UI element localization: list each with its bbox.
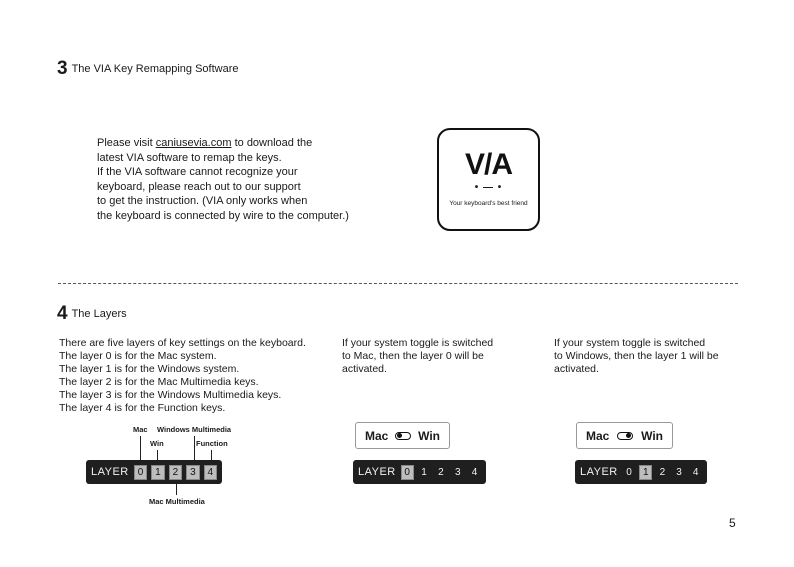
layer-indicator-mac (353, 460, 486, 484)
paragraph-line: keyboard, please reach out to our support (97, 180, 301, 193)
paragraph-line: latest VIA software to remap the keys. (97, 151, 282, 164)
paragraph-line: If the VIA software cannot recognize your (97, 166, 298, 178)
page-number: 5 (729, 516, 736, 530)
toggle-switch-icon (617, 432, 633, 440)
toggle-switch-icon (395, 432, 411, 440)
annotation-windows-multimedia: Windows Multimedia (157, 425, 232, 434)
via-logo-mark: V/A (464, 148, 512, 181)
caniusevia-link[interactable]: caniusevia.com (155, 137, 232, 149)
toggle-mac-label: Mac (365, 428, 389, 443)
system-toggle-windows (576, 422, 673, 449)
layer-key-4: 4 (471, 466, 478, 478)
layer-key-2: 2 (170, 466, 181, 479)
paragraph-line: the keyboard is connected by wire to the computer.) (97, 209, 349, 222)
layer-key-3: 3 (676, 466, 682, 478)
layer-label: LAYER (358, 466, 396, 478)
section-divider (58, 283, 738, 284)
layer-indicator-all (86, 460, 222, 484)
via-logo-dots: • — • (474, 182, 503, 193)
via-logo (437, 128, 540, 231)
layer-key-4: 4 (205, 466, 216, 479)
layer-key-0: 0 (626, 466, 632, 478)
pointer-line (176, 484, 177, 495)
layer-key-2: 2 (659, 466, 666, 478)
annotation-mac-multimedia: Mac Multimedia (149, 497, 205, 506)
section-3-title: The VIA Key Remapping Software (71, 63, 239, 75)
toggle-win-label: Win (418, 428, 440, 443)
layer-label: LAYER (91, 466, 129, 478)
layer-key-0: 0 (135, 466, 146, 479)
layer-key-3: 3 (187, 466, 198, 479)
toggle-win-label: Win (641, 428, 663, 443)
section-3-paragraph (97, 136, 349, 223)
annotation-function: Function (196, 439, 228, 448)
layer-key-1: 1 (421, 466, 427, 478)
layer-key-0: 0 (402, 466, 413, 479)
pointer-line (194, 436, 195, 463)
paragraph-line: Please visit caniusevia.com to download the (97, 137, 313, 149)
toggle-mac-label: Mac (586, 428, 610, 443)
section-4-heading (57, 303, 127, 325)
mac-toggle-description: If your system toggle is switched to Mac, then the layer 0 will be activated. (342, 337, 494, 375)
layer-label: LAYER (580, 466, 618, 478)
section-3-heading (57, 58, 239, 80)
section-4-number: 4 (57, 303, 68, 324)
win-toggle-description: If your system toggle is switched to Windows, then the layer 1 will be activated. (554, 337, 719, 375)
layer-key-3: 3 (454, 466, 461, 478)
annotation-win: Win (150, 439, 164, 448)
layers-description: There are five layers of key settings on the keyboard. The layer 0 is for the Mac system. The layer 1 is for the Windows system. The layer 2 is for the Mac Multimedia keys. The layer 3 is for the Windows Multimedia keys. The layer 4 is for the Function keys. (59, 337, 306, 414)
pointer-line (140, 436, 141, 463)
layer-key-1: 1 (640, 466, 651, 479)
system-toggle-mac (355, 422, 450, 449)
layer-key-1: 1 (152, 466, 163, 479)
paragraph-line: to get the instruction. (VIA only works when (97, 195, 308, 207)
annotation-mac: Mac (133, 425, 148, 434)
via-logo-tagline: Your keyboard's best friend (449, 200, 528, 207)
layer-key-4: 4 (692, 466, 699, 478)
layer-indicator-windows (575, 460, 707, 484)
section-4-title: The Layers (71, 308, 127, 320)
section-3-number: 3 (57, 58, 68, 79)
layer-key-2: 2 (438, 466, 444, 478)
